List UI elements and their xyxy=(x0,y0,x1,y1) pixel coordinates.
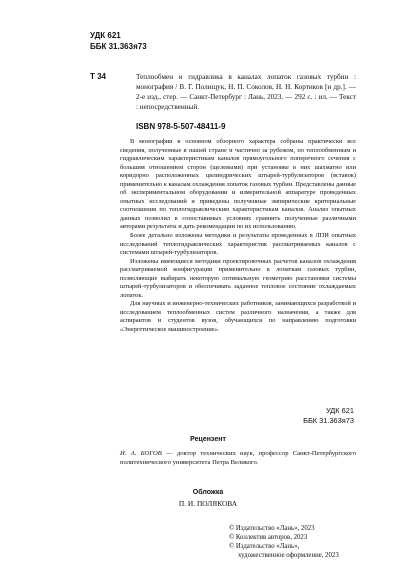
abstract xyxy=(120,138,356,335)
copyright-block xyxy=(229,524,359,560)
classification-footer xyxy=(303,406,354,426)
copyright-line: © Коллектив авторов, 2023 xyxy=(229,534,308,541)
bibliographic-description: Теплообмен и гидравлика в каналах лопаток газовых турбин : монография / В. Г. Полищук, Н. П. Соколов, Н. Н. Кортиков [и др.]. — 2-е изд., стер. — Санкт-Петербург : Лань, 2023. — 292 с. : ил. — Текст : непосредственный. xyxy=(136,73,356,111)
udk-code-bottom: УДК 621 xyxy=(325,406,354,415)
catalog-code: Т 34 xyxy=(90,72,107,81)
abstract-paragraph: Для научных и инженерно-технических работников, занимающихся разработкой и исследованием теплообменных систем различного назначения, а также для аспирантов и студентов вузов, обучающихся по направлению подготовки «Энергетическое машиностроение». xyxy=(120,300,356,334)
isbn: ISBN 978-5-507-48411-9 xyxy=(136,122,226,131)
copyright-line: © Издательство «Лань», xyxy=(229,543,300,550)
abstract-paragraph: Изложены имеющиеся методики проектировочных расчетов каналов охлаждения рассматриваемой конфигурации применительно к лопаткам газовых турбин, позволяющие выбирать некоторую оптимальную геометрию расстановки системы штырей-турбулизаторов и обеспечивать заданное тепловое состояние охлаждаемых лопаток. xyxy=(120,257,356,299)
copyright-line: © Издательство «Лань», 2023 xyxy=(229,525,315,532)
abstract-paragraph: В монографии в основном обзорного характера собраны практически все сведения, полученные в нашей стране и частично за рубежом, по теплообменным и гидравлическим характеристикам каналов прямоугольного поперечного сечения с большим отношением сторон (щелевыми) при установке в них шахматно или коридорно расположенных цилиндрических штырей-турбулизаторов (вставок) применительно к каналам охлаждения лопаток газовых турбин. Представлены данные об экспериментальном оборудовании и измерительной аппаратуре проведенных опытных исследований и приведены полученные эмпирические критериальные соотношения по теплогидравлическим характеристикам каналов. Анализ опытных данных позволил в сопоставимых условиях сравнить полученные различными авторами результаты и дать рекомендации по их использованию. xyxy=(120,138,356,231)
reviewer-credentials: — доктор технических наук, профессор Санкт-Петербургского политехнического университета Петра Великого. xyxy=(120,450,356,466)
abstract-paragraph: Более детально изложены методики и результаты проведенных в ЛПИ опытных исследований теплогидравлических характеристик рассматриваемых каналов с системами штырей-турбулизаторов. xyxy=(120,232,356,257)
cover-heading: Обложка xyxy=(192,489,224,496)
classification-header xyxy=(90,30,147,52)
reviewer-name: И. А. БОГОВ xyxy=(120,450,162,457)
reviewer-text xyxy=(120,449,356,467)
bbk-code: ББК 31.363я73 xyxy=(90,42,147,51)
bbk-code-bottom: ББК 31.363я73 xyxy=(303,416,354,425)
cover-designer: П. И. ПОЛЯКОВА xyxy=(178,499,238,508)
copyright-line: художественное оформление, 2023 xyxy=(238,552,339,559)
reviewer-heading: Рецензент xyxy=(190,436,226,443)
udk-code: УДК 621 xyxy=(90,31,121,40)
